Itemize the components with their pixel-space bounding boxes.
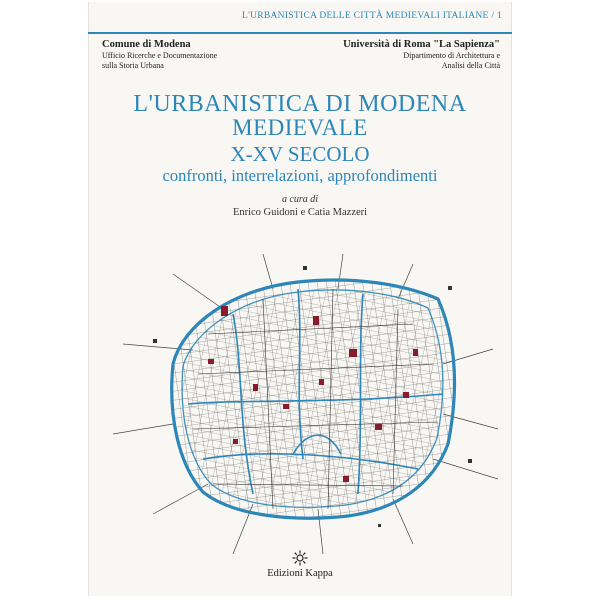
institution-right-line: Dipartimento di Architettura e (403, 51, 500, 60)
publisher-block (88, 550, 512, 579)
title-block (88, 92, 512, 186)
book-cover (88, 2, 512, 596)
institution-right (300, 39, 500, 71)
editors-names: Enrico Guidoni e Catia Mazzeri (232, 207, 368, 218)
city-map-illustration (113, 254, 498, 554)
series-band (88, 2, 512, 34)
book-title-line-2: MEDIEVALE (232, 115, 368, 140)
institution-right-line: Analisi della Città (441, 61, 500, 70)
book-subtitle: confronti, interrelazioni, approfondimenti (162, 166, 438, 185)
institution-left-name: Comune di Modena (102, 39, 191, 50)
institution-left-line: sulla Storia Urbana (102, 61, 164, 70)
institution-left (102, 39, 272, 71)
publisher-name: Edizioni Kappa (267, 568, 333, 579)
institution-right-name: Università di Roma "La Sapienza" (343, 39, 500, 50)
publisher-emblem-icon (292, 550, 308, 566)
editors-block (88, 194, 512, 220)
editors-label: a cura di (281, 194, 319, 205)
book-title-period: X-XV SECOLO (230, 142, 370, 166)
series-title: L'URBANISTICA DELLE CITTÀ MEDIEVALI ITALIANE / 1 (241, 11, 502, 21)
book-title-line-1: L'URBANISTICA DI MODENA (133, 91, 467, 117)
institution-left-line: Ufficio Ricerche e Documentazione (102, 51, 218, 60)
